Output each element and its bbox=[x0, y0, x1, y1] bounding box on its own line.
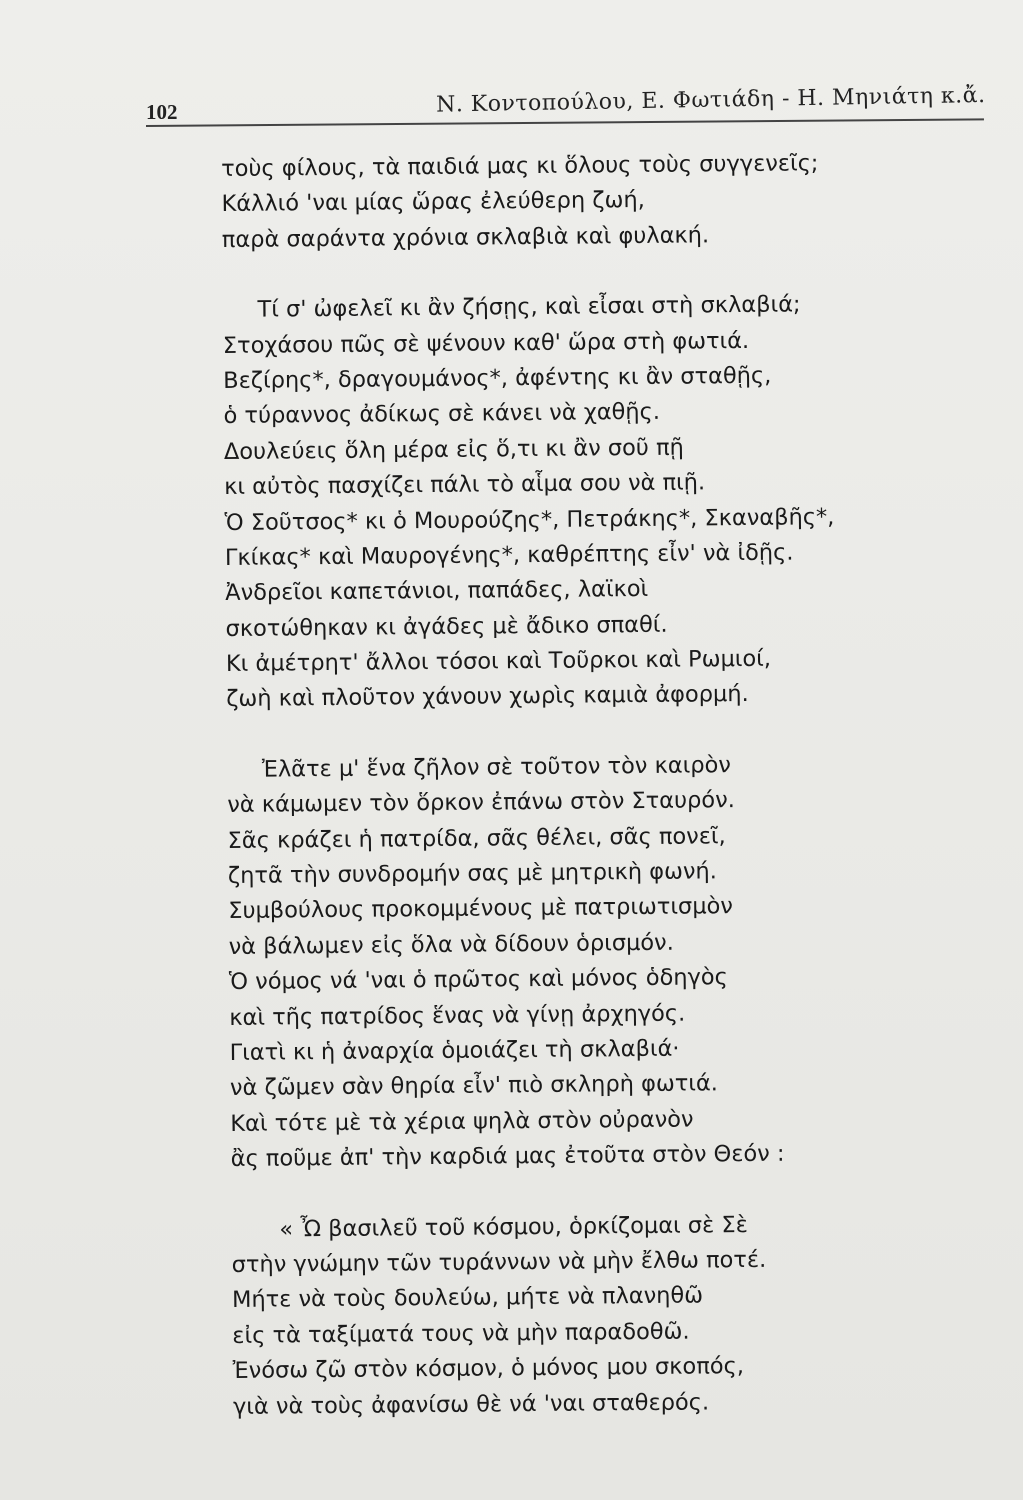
poem-line: Καὶ τότε μὲ τὰ χέρια ψηλὰ στὸν οὐρανὸν bbox=[230, 1106, 694, 1137]
poem-line: ἂς ποῦμε ἀπ' τὴν καρδιά μας ἐτοῦτα στὸν Θεόν : bbox=[230, 1140, 785, 1173]
poem-line: σκοτώθηκαν κι ἀγάδες μὲ ἄδικο σπαθί. bbox=[225, 611, 668, 642]
poem-line: παρὰ σαράντα χρόνια σκλαβιὰ καὶ φυλακή. bbox=[221, 222, 710, 253]
running-head: Ν. Κοντοπούλου, Ε. Φωτιάδη - Η. Μηνιάτη κ.ἄ. bbox=[436, 83, 987, 118]
poem-line: Κάλλιό 'ναι μίας ὥρας ἐλεύθερη ζωή, bbox=[221, 187, 645, 218]
poem-line: Δουλεύεις ὅλη μέρα εἰς ὅ,τι κι ἂν σοῦ πῇ bbox=[223, 434, 684, 465]
poem-line: νὰ ζῶμεν σὰν θηρία εἶν' πιὸ σκληρὴ φωτιά. bbox=[229, 1070, 719, 1102]
poem-line: εἰς τὰ ταξίματά τους νὰ μὴν παραδοθῶ. bbox=[232, 1318, 690, 1349]
poem-line: Κι ἀμέτρητ' ἄλλοι τόσοι καὶ Τοῦρκοι καὶ Ρωμιοί, bbox=[225, 645, 772, 678]
poem-line: Τί σ' ὠφελεῖ κι ἂν ζήσῃς, καὶ εἶσαι στὴ σκλαβιά; bbox=[257, 291, 801, 323]
poem-line: στὴν γνώμην τῶν τυράννων νὰ μὴν ἔλθω ποτέ. bbox=[231, 1246, 767, 1278]
poem-line: Βεζίρης*, δραγουμάνος*, ἀφέντης κι ἂν σταθῇς, bbox=[223, 362, 772, 394]
poem-line: νὰ βάλωμεν εἰς ὅλα νὰ δίδουν ὁρισμόν. bbox=[228, 929, 674, 960]
poem-line: Ἐλᾶτε μ' ἕνα ζῆλον σὲ τοῦτον τὸν καιρὸν bbox=[261, 751, 732, 783]
stanza bbox=[221, 145, 922, 258]
page-number: 102 bbox=[146, 100, 178, 124]
poem-line: Ἐνόσω ζῶ στὸν κόσμον, ὁ μόνος μου σκοπός, bbox=[232, 1353, 745, 1385]
poem-line: τοὺς φίλους, τὰ παιδιά μας κι ὅλους τοὺς συγγενεῖς; bbox=[221, 150, 819, 182]
poem-line: γιὰ νὰ τοὺς ἀφανίσω θὲ νά 'ναι σταθερός. bbox=[232, 1388, 710, 1420]
poem-line: Σᾶς κράζει ἡ πατρίδα, σᾶς θέλει, σᾶς πονεῖ, bbox=[227, 822, 726, 854]
poem-line: νὰ κάμωμεν τὸν ὅρκον ἐπάνω στὸν Σταυρόν. bbox=[227, 787, 735, 819]
stanza bbox=[222, 286, 926, 717]
poem-line: ζωὴ καὶ πλοῦτον χάνουν χωρὶς καμιὰ ἀφορμή. bbox=[226, 681, 749, 713]
poem-line: « Ὦ βασιλεῦ τοῦ κόσμου, ὁρκίζομαι σὲ Σὲ bbox=[279, 1211, 748, 1243]
poem-line: Στοχάσου πῶς σὲ ψένουν καθ' ὥρα στὴ φωτιά. bbox=[222, 327, 750, 359]
poem-line: ζητᾶ τὴν συνδρομήν σας μὲ μητρικὴ φωνή. bbox=[227, 858, 718, 889]
stanza bbox=[231, 1206, 933, 1425]
poem-line: ὁ τύραννος ἀδίκως σὲ κάνει νὰ χαθῇς. bbox=[223, 399, 661, 430]
poem-line: κι αὐτὸς πασχίζει πάλι τὸ αἷμα σου νὰ πιῇ. bbox=[224, 469, 706, 501]
poem-text bbox=[221, 145, 933, 1425]
poem-line: Μήτε νὰ τοὺς δουλεύω, μήτε νὰ πλανηθῶ bbox=[231, 1282, 704, 1314]
poem-line: καὶ τῆς πατρίδος ἕνας νὰ γίνῃ ἀρχηγός. bbox=[229, 1000, 686, 1031]
stanza bbox=[227, 746, 931, 1177]
poem-line: Γιατὶ κι ἡ ἀναρχία ὁμοιάζει τὴ σκλαβιά· bbox=[229, 1035, 680, 1066]
poem-line: Συμβούλους προκομμένους μὲ πατριωτισμὸν bbox=[228, 893, 734, 925]
poem-line: Ὁ νόμος νά 'ναι ὁ πρῶτος καὶ μόνος ὁδηγὸς bbox=[228, 964, 728, 996]
poem-line: Ὁ Σοῦτσος* κι ὁ Μουρούζης*, Πετράκης*, Σκαναβῆς*, bbox=[224, 503, 835, 536]
poem-line: Ἀνδρεῖοι καπετάνιοι, παπάδες, λαϊκοὶ bbox=[225, 576, 649, 607]
poem-line: Γκίκας* καὶ Μαυρογένης*, καθρέπτης εἶν' νὰ ἰδῇς. bbox=[224, 539, 794, 571]
